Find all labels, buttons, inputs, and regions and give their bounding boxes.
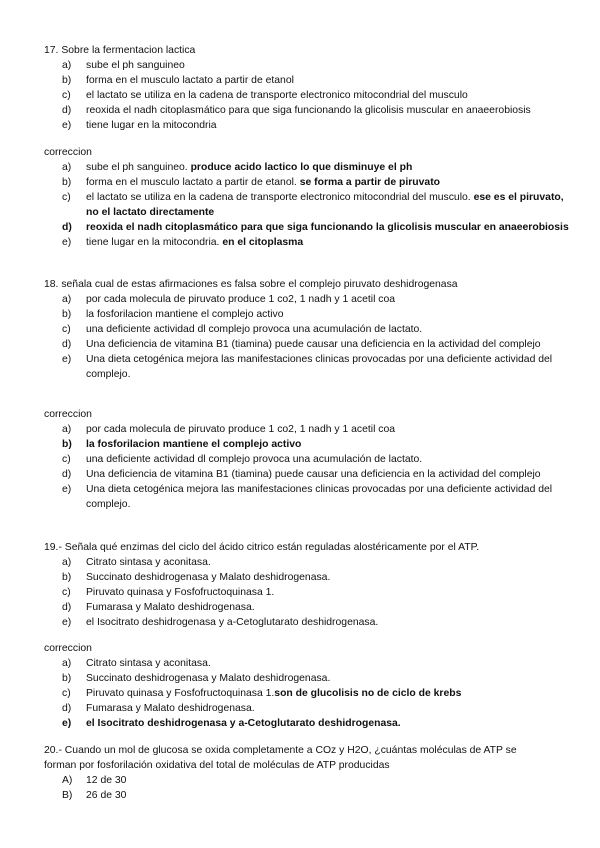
option-A [44, 773, 574, 788]
option-c [44, 88, 574, 103]
option-text: el Isocitrato deshidrogenasa y a-Cetoglutarato deshidrogenasa. [86, 617, 379, 628]
correction-option-e [44, 235, 574, 250]
correction-option-b [44, 671, 574, 686]
option-text: Una deficiencia de vitamina B1 (tiamina) puede causar una deficiencia en la actividad del complejo [86, 339, 541, 350]
correction-label: correccion [44, 643, 92, 654]
correction-option-b [44, 437, 574, 452]
correction-note: son de glucolisis no de ciclo de krebs [274, 688, 462, 699]
question-title: 18. señala cual de estas afirmaciones es falsa sobre el complejo piruvato deshidrogenasa [44, 279, 458, 290]
option-list [44, 773, 574, 803]
option-b [44, 570, 574, 585]
option-text: Citrato sintasa y aconitasa. [86, 557, 211, 568]
option-text: Una dieta cetogénica mejora las manifestaciones clinicas provocadas por una deficiente actividad del complejo. [86, 354, 553, 380]
correction-option-e [44, 482, 574, 512]
correction-option-d [44, 701, 574, 716]
option-e [44, 118, 574, 133]
option-list [44, 292, 574, 382]
option-letter: b) [62, 572, 72, 583]
option-letter: a) [62, 162, 72, 173]
option-letter: b) [62, 75, 72, 86]
option-letter: c) [62, 90, 71, 101]
option-b [44, 73, 574, 88]
option-text: 26 de 30 [86, 790, 127, 801]
option-c [44, 322, 574, 337]
option-text: forma en el musculo lactato a partir de etanol [86, 75, 294, 86]
option-text: reoxida el nadh citoplasmático para que siga funcionando la glicolisis muscular en anaeerobiosis [86, 222, 569, 233]
correction-note: se forma a partir de piruvato [299, 177, 441, 188]
option-letter: e) [62, 354, 72, 365]
option-list [44, 58, 574, 133]
option-text: Una dieta cetogénica mejora las manifestaciones clinicas provocadas por una deficiente actividad del complejo. [86, 484, 553, 510]
option-text: Una deficiencia de vitamina B1 (tiamina) puede causar una deficiencia en la actividad del complejo [86, 469, 541, 480]
correction-option-c [44, 686, 574, 701]
correction-option-e [44, 716, 574, 731]
option-text: sube el ph sanguineo [86, 60, 185, 71]
correction-label: correccion [44, 409, 92, 420]
option-letter: d) [62, 222, 72, 233]
correction-option-a [44, 422, 574, 437]
option-letter: d) [62, 339, 72, 350]
option-text: forma en el musculo lactato a partir de etanol. [86, 177, 297, 188]
question-20 [44, 743, 574, 803]
option-text: Piruvato quinasa y Fosfofructoquinasa 1. [86, 587, 275, 598]
question-title: 17. Sobre la fermentacion lactica [44, 45, 196, 56]
question-title: 19.- Señala qué enzimas del ciclo del ácido citrico están reguladas alostéricamente por el ATP. [44, 542, 480, 553]
option-letter: c) [62, 192, 71, 203]
correction-list [44, 656, 574, 731]
option-text: el lactato se utiliza en la cadena de transporte electronico mitocondrial del musculo [86, 90, 468, 101]
option-text: por cada molecula de piruvato produce 1 co2, 1 nadh y 1 acetil coa [86, 294, 396, 305]
option-d [44, 600, 574, 615]
option-text: el lactato se utiliza en la cadena de transporte electronico mitocondrial del musculo. [86, 192, 471, 203]
option-letter: e) [62, 484, 72, 495]
option-letter: b) [62, 177, 72, 188]
question-17 [44, 43, 574, 133]
question-19 [44, 540, 574, 630]
option-a [44, 58, 574, 73]
option-letter: a) [62, 60, 72, 71]
correction-option-a [44, 656, 574, 671]
option-a [44, 555, 574, 570]
option-letter: c) [62, 688, 71, 699]
correction-list [44, 160, 574, 250]
correction-19 [44, 641, 574, 731]
correction-list [44, 422, 574, 512]
correction-note: ese es el piruvato, no el lactato directamente [86, 192, 564, 218]
question-title-line-1: 20.- Cuando un mol de glucosa se oxida completamente a COz y H2O, ¿cuántas moléculas de ATP se [44, 745, 517, 756]
option-letter: B) [62, 790, 73, 801]
correction-17 [44, 145, 574, 250]
correction-option-b [44, 175, 574, 190]
option-letter: d) [62, 105, 72, 116]
question-18 [44, 277, 574, 382]
option-text: una deficiente actividad dl complejo provoca una acumulación de lactato. [86, 454, 423, 465]
correction-option-c [44, 190, 574, 220]
option-text: Citrato sintasa y aconitasa. [86, 658, 211, 669]
option-e [44, 615, 574, 630]
option-b [44, 307, 574, 322]
option-letter: d) [62, 469, 72, 480]
option-letter: a) [62, 557, 72, 568]
option-text: Piruvato quinasa y Fosfofructoquinasa 1. [86, 688, 275, 699]
option-c [44, 585, 574, 600]
option-letter: a) [62, 294, 72, 305]
correction-label: correccion [44, 147, 92, 158]
correction-option-d [44, 220, 574, 235]
option-B [44, 788, 574, 803]
option-text: por cada molecula de piruvato produce 1 co2, 1 nadh y 1 acetil coa [86, 424, 396, 435]
option-text: una deficiente actividad dl complejo provoca una acumulación de lactato. [86, 324, 423, 335]
option-text: reoxida el nadh citoplasmático para que siga funcionando la glicolisis muscular en anaeerobiosis [86, 105, 531, 116]
option-letter: e) [62, 617, 72, 628]
option-text: la fosforilacion mantiene el complejo activo [86, 439, 302, 450]
option-list [44, 555, 574, 630]
option-letter: A) [62, 775, 73, 786]
option-text: 12 de 30 [86, 775, 127, 786]
option-letter: a) [62, 424, 72, 435]
option-a [44, 292, 574, 307]
correction-option-d [44, 467, 574, 482]
option-letter: e) [62, 120, 72, 131]
option-letter: a) [62, 658, 72, 669]
correction-note: en el citoplasma [222, 237, 304, 248]
option-text: Fumarasa y Malato deshidrogenasa. [86, 703, 255, 714]
option-letter: c) [62, 587, 71, 598]
option-text: Fumarasa y Malato deshidrogenasa. [86, 602, 255, 613]
question-title-line-2: forman por fosforilación oxidativa del total de moléculas de ATP producidas [44, 760, 390, 771]
option-letter: e) [62, 237, 72, 248]
correction-option-a [44, 160, 574, 175]
option-letter: d) [62, 602, 72, 613]
option-text: tiene lugar en la mitocondria [86, 120, 217, 131]
option-e [44, 352, 574, 382]
option-d [44, 103, 574, 118]
option-d [44, 337, 574, 352]
option-letter: b) [62, 309, 72, 320]
correction-option-c [44, 452, 574, 467]
option-letter: b) [62, 439, 72, 450]
option-text: el Isocitrato deshidrogenasa y a-Cetoglutarato deshidrogenasa. [86, 718, 401, 729]
option-letter: c) [62, 324, 71, 335]
option-letter: e) [62, 718, 72, 729]
option-letter: d) [62, 703, 72, 714]
correction-18 [44, 407, 574, 512]
option-text: la fosforilacion mantiene el complejo activo [86, 309, 284, 320]
option-text: Succinato deshidrogenasa y Malato deshidrogenasa. [86, 572, 331, 583]
option-letter: c) [62, 454, 71, 465]
option-letter: b) [62, 673, 72, 684]
correction-note: produce acido lactico lo que disminuye el ph [190, 162, 413, 173]
option-text: tiene lugar en la mitocondria. [86, 237, 220, 248]
option-text: Succinato deshidrogenasa y Malato deshidrogenasa. [86, 673, 331, 684]
option-text: sube el ph sanguineo. [86, 162, 188, 173]
